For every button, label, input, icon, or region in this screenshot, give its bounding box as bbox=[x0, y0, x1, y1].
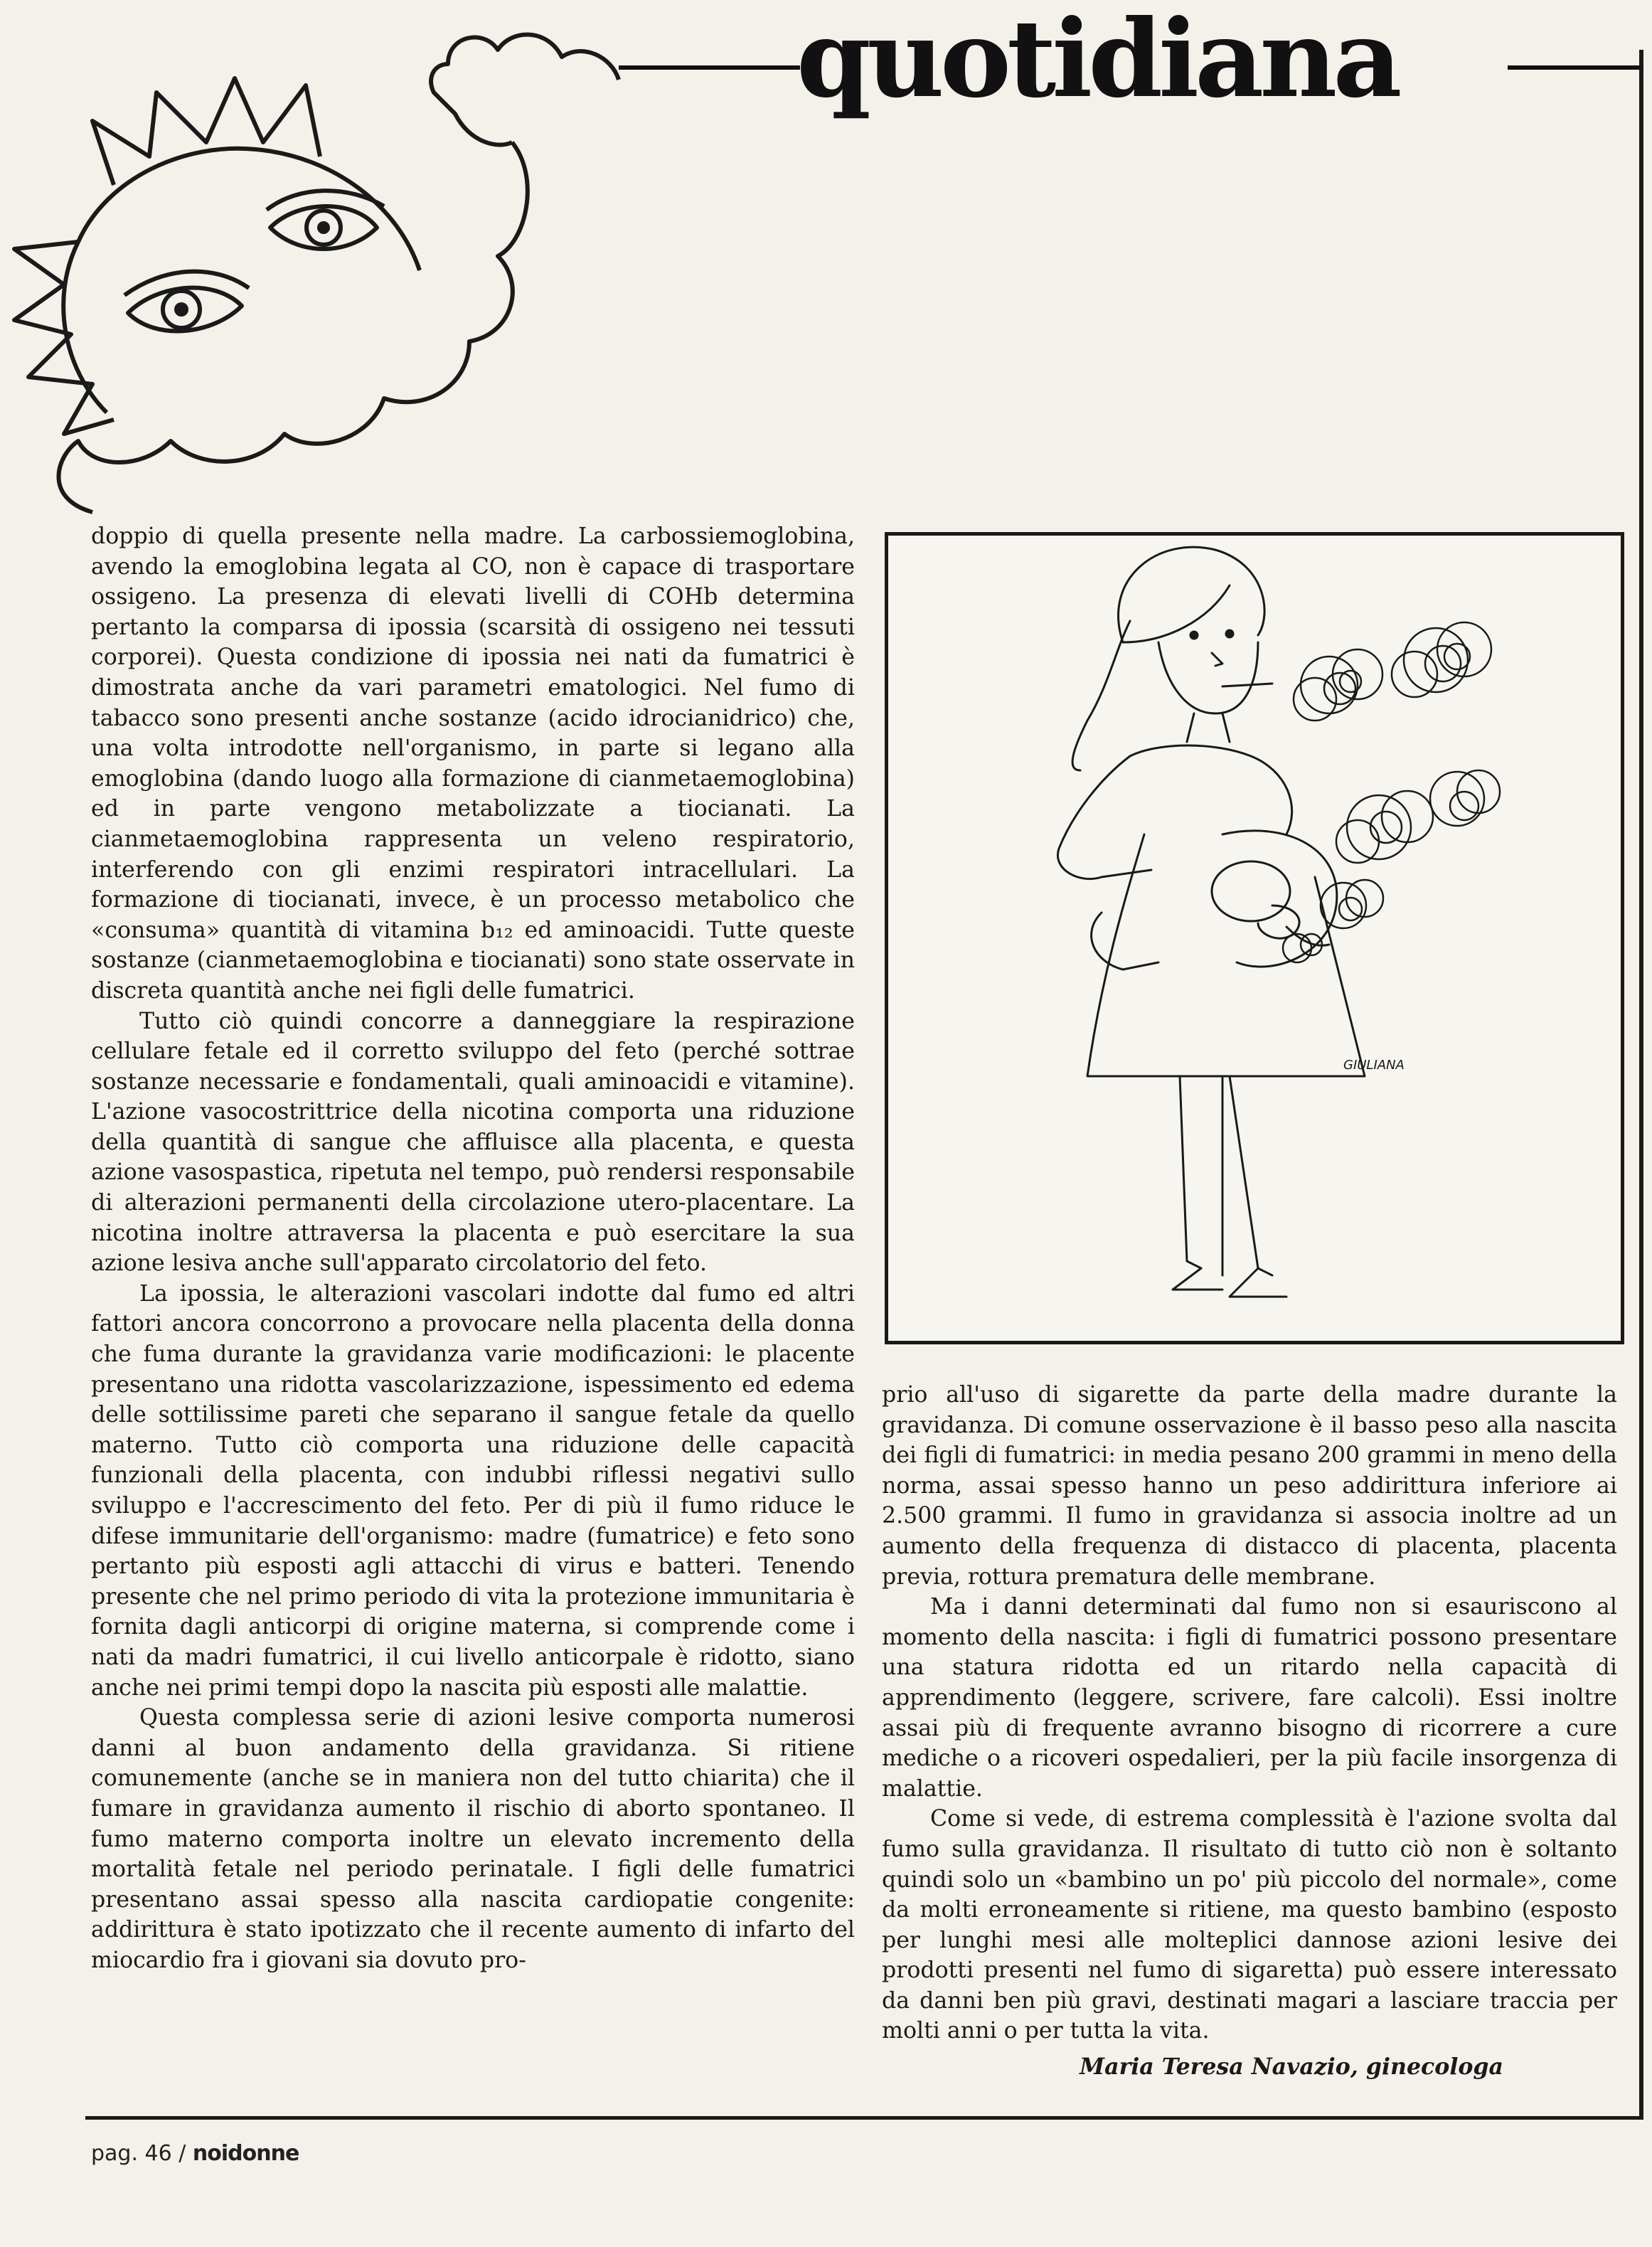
right-column bbox=[882, 1380, 1617, 2083]
illustration-box bbox=[885, 532, 1624, 1344]
smoke-cloud bbox=[1336, 791, 1433, 863]
page-footer bbox=[91, 2141, 299, 2166]
smoke-cloud bbox=[1392, 622, 1491, 697]
pregnant-woman-smoking-illustration bbox=[888, 536, 1621, 1341]
sun-face-illustration bbox=[0, 14, 640, 555]
paragraph: Come si vede, di estrema complessità è l'azione svolta dal fumo sulla gravidanza. Il risultato di tutto ciò non è soltanto quindi solo un «bambino un po' più piccolo del normale», come da molti erroneamente si ritiene, ma questo bambino (esposto per lunghi mesi alle molteplici dannose azioni lesive dei prodotti presenti nel fumo di sigaretta) può essere interessato da danni ben più gravi, destinati magari a lasciare traccia per molti anni o per tutta la vita. bbox=[882, 1806, 1617, 2044]
author-signature: Maria Teresa Navazio, ginecologa bbox=[1080, 2054, 1503, 2081]
paragraph: Questa complessa serie di azioni lesive comporta numerosi danni al buon andamento della gravidanza. Si ritiene comunemente (anche se in maniera non del tutto chiarita) che il fumare in gravidanza aumento il rischio di aborto spontaneo. Il fumo materno comporta inoltre un elevato incremento della mortalità fetale nel periodo perinatale. I figli delle fumatrici presentano assai spesso alla nascita cardiopatie congenite: addirittura è stato ipotizzato che il recente aumento di infarto del miocardio fra i giovani sia dovuto pro- bbox=[91, 1705, 855, 1973]
smoke-cloud bbox=[1283, 934, 1322, 962]
artist-signature: GIULIANA bbox=[1343, 1058, 1405, 1073]
footer-separator: / bbox=[178, 2141, 186, 2166]
section-title: quotidiana bbox=[796, 0, 1398, 122]
title-rule-right bbox=[1508, 65, 1639, 70]
paragraph: doppio di quella presente nella madre. La carbossiemoglobina, avendo la emoglobina legata al CO, non è capace di trasportare ossigeno. La presenza di elevati livelli di COHb determina pertanto la comparsa di ipossia (scarsità di ossigeno nei tessuti corporei). Questa condizione di ipossia nei nati da fumatrici è dimostrata anche da vari parametri ematologici. Nel fumo di tabacco sono presenti anche sostanze (acido idrocianidrico) che, una volta introdotte nell'organismo, in parte si legano alla emoglobina (dando luogo alla formazione di cianmetaemoglobina) ed in parte vengono metabolizzate a tiocianati. La cianmetaemoglobina rappresenta un veleno respiratorio, interferendo con gli enzimi respiratori intracellulari. La formazione di tiocianati, invece, è un processo metabolico che «consuma» quantità di vitamina b₁₂ ed aminoacidi. Tutte queste sostanze (cianmetaemoglobina e tiocianati) sono state osservate in discreta quantità anche nei figli delle fumatrici. bbox=[91, 524, 855, 1004]
paragraph: prio all'uso di sigarette da parte della madre durante la gravidanza. Di comune osservazione è il basso peso alla nascita dei figli di fumatrici: in media pesano 200 grammi in meno della norma, assai spesso hanno un peso addirittura inferiore ai 2.500 grammi. Il fumo in gravidanza si associa inoltre ad un aumento della frequenza di distacco di placenta, placenta previa, rottura prematura delle membrane. bbox=[882, 1382, 1617, 1590]
paragraph: Ma i danni determinati dal fumo non si esauriscono al momento della nascita: i figli di fumatrici possono presentare una statura ridotta ed un ritardo nella capacità di apprendimento (leggere, scrivere, fare calcoli). Essi inoltre assai più di frequente avranno bisogno di ricorrere a cure mediche o a ricoveri ospedalieri, per la più facile insorgenza di malattie. bbox=[882, 1594, 1617, 1802]
title-rule-left bbox=[619, 65, 800, 70]
paragraph: La ipossia, le alterazioni vascolari indotte dal fumo ed altri fattori ancora concorrono a provocare nella placenta della donna che fuma durante la gravidanza varie modificazioni: le placente presentano una ridotta vascolarizzazione, ispessimento ed edema delle sottilissime pareti che separano il sangue fetale da quello materno. Tutto ciò comporta una riduzione delle capacità funzionali della placenta, con indubbi riflessi negativi sullo sviluppo e l'accrescimento del feto. Per di più il fumo riduce le difese immunitarie dell'organismo: madre (fumatrice) e feto sono pertanto più esposti agli attacchi di virus e batteri. Tenendo presente che nel primo periodo di vita la protezione immunitaria è fornita dagli anticorpi di origine materna, si comprende come i nati da madri fumatrici, il cui livello anticorpale è ridotto, siano anche nei primi tempi dopo la nascita più esposti alle malattie. bbox=[91, 1280, 855, 1701]
magazine-name: noidonne bbox=[192, 2141, 299, 2166]
left-column bbox=[91, 521, 855, 1976]
smoke-cloud bbox=[1294, 649, 1382, 721]
page-number: pag. 46 bbox=[91, 2141, 172, 2166]
smoke-cloud bbox=[1430, 770, 1500, 826]
paragraph: Tutto ciò quindi concorre a danneggiare la respirazione cellulare fetale ed il corretto sviluppo del feto (perché sottrae sostanze necessarie e fondamentali, quali aminoacidi e vitamine). L'azione vasocostrittrice della nicotina comporta una riduzione della quantità di sangue che affluisce alla placenta, e questa azione vasospastica, ripetuta nel tempo, può rendersi responsabile di alterazioni permanenti della circolazione utero-placentare. La nicotina inoltre attraversa la placenta e può esercitare la sua azione lesiva anche sull'apparato circolatorio del feto. bbox=[91, 1008, 855, 1277]
smoke-cloud bbox=[1321, 880, 1383, 928]
